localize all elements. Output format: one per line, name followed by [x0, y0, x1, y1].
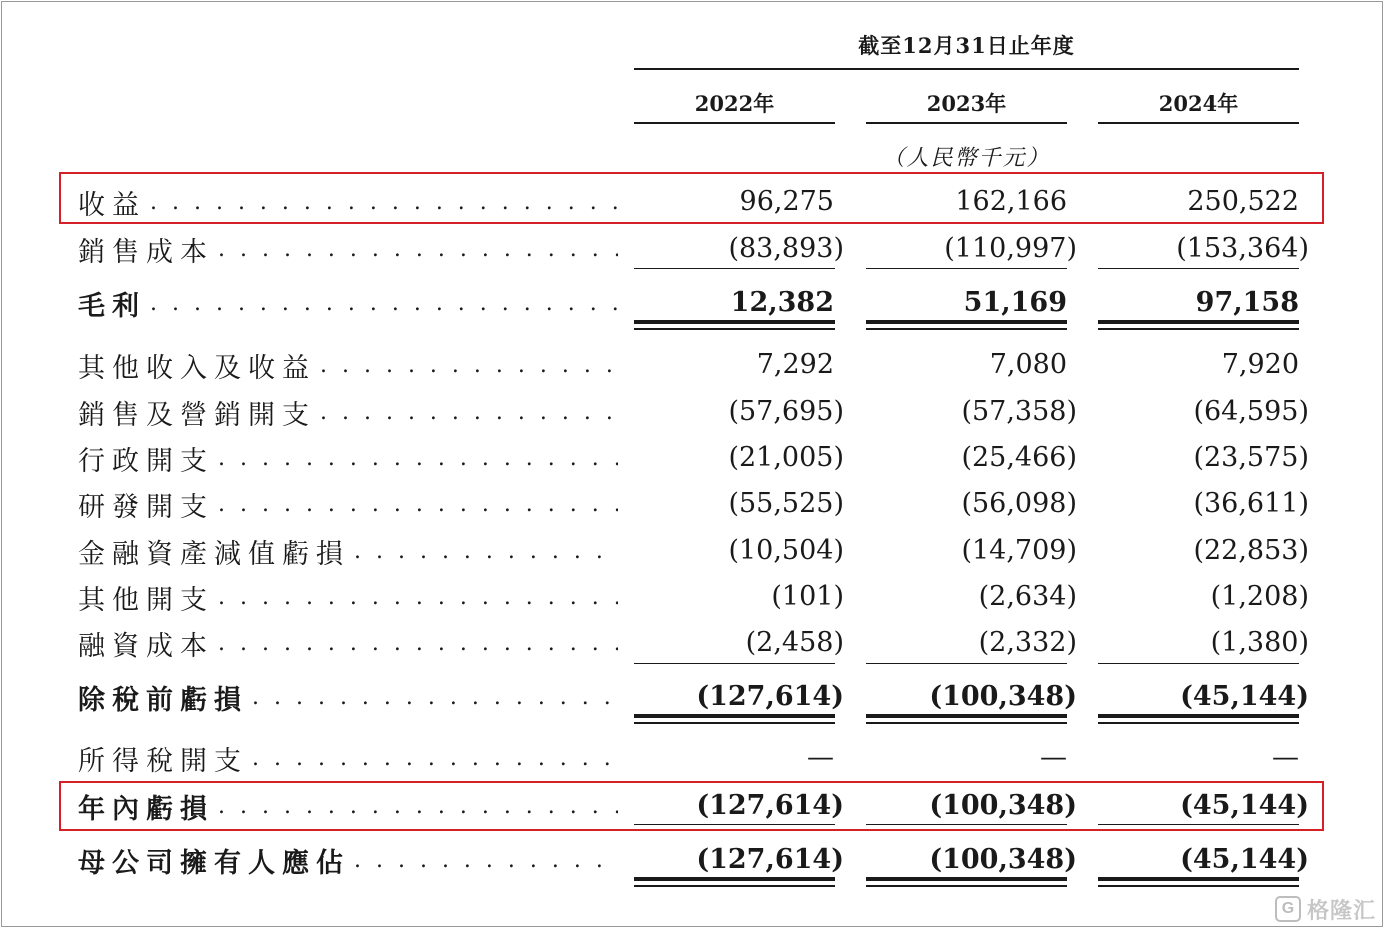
dot-leader [218, 492, 618, 517]
cell-loss-before-tax-2024: (45,144) [1180, 681, 1309, 712]
cell-selling-expenses-2022: (57,695) [728, 396, 844, 427]
dot-leader [320, 400, 618, 425]
subtotal-rule [866, 268, 1067, 269]
subtotal-rule [1098, 663, 1299, 664]
dot-leader [218, 631, 618, 656]
row-label-finance-costs: 融資成本 . . . [78, 625, 618, 661]
cell-cost-of-sales-2024: (153,364) [1176, 233, 1309, 264]
year-underline [1098, 122, 1299, 124]
row-label-loss-for-year: 年內虧損 . . . [78, 788, 618, 824]
dot-leader [354, 848, 618, 873]
cell-gross-profit-2024: 97,158 [1195, 287, 1299, 318]
dot-leader [354, 539, 618, 564]
cell-loss-for-year-2024: (45,144) [1180, 790, 1309, 821]
cell-impairment-loss-2023: (14,709) [961, 535, 1077, 566]
cell-cost-of-sales-2023: (110,997) [944, 233, 1077, 264]
year-header-2024: 2024年 [1158, 91, 1239, 116]
cell-loss-for-year-2022: (127,614) [696, 790, 844, 821]
row-label-revenue: 收益 . . . [78, 184, 618, 220]
cell-income-tax-2023: — [1040, 742, 1067, 773]
total-double-rule [634, 320, 835, 328]
cell-impairment-loss-2024: (22,853) [1193, 535, 1309, 566]
cell-admin-expenses-2022: (21,005) [728, 442, 844, 473]
total-double-rule [1098, 877, 1299, 885]
cell-other-income-2022: 7,292 [756, 349, 834, 380]
subtotal-rule [634, 268, 835, 269]
cell-finance-costs-2022: (2,458) [745, 627, 844, 658]
cell-rnd-expenses-2023: (56,098) [961, 488, 1077, 519]
dot-leader [320, 353, 618, 378]
cell-finance-costs-2024: (1,380) [1210, 627, 1309, 658]
cell-selling-expenses-2024: (64,595) [1193, 396, 1309, 427]
watermark [1275, 894, 1376, 924]
total-double-rule [1098, 320, 1299, 328]
dot-leader [218, 585, 618, 610]
row-label-loss-before-tax: 除稅前虧損 . . . [78, 679, 618, 715]
cell-other-expenses-2022: (101) [771, 581, 844, 612]
cell-other-expenses-2024: (1,208) [1210, 581, 1309, 612]
cell-other-expenses-2023: (2,634) [978, 581, 1077, 612]
cell-revenue-2023: 162,166 [955, 186, 1067, 217]
cell-rnd-expenses-2022: (55,525) [728, 488, 844, 519]
cell-attributable-2023: (100,348) [929, 844, 1077, 875]
gelonghui-logo-icon: G [1275, 896, 1301, 922]
period-header: 截至12月31日止年度 [858, 33, 1075, 58]
cell-gross-profit-2023: 51,169 [963, 287, 1067, 318]
cell-admin-expenses-2024: (23,575) [1193, 442, 1309, 473]
cell-income-tax-2022: — [807, 742, 834, 773]
row-label-income-tax: 所得稅開支 . . . [78, 740, 618, 776]
cell-selling-expenses-2023: (57,358) [961, 396, 1077, 427]
total-double-rule [634, 714, 835, 722]
row-label-rnd-expenses: 研發開支 . . . [78, 486, 618, 522]
cell-cost-of-sales-2022: (83,893) [728, 233, 844, 264]
cell-attributable-2022: (127,614) [696, 844, 844, 875]
cell-revenue-2024: 250,522 [1187, 186, 1299, 217]
total-double-rule [634, 877, 835, 885]
dot-leader [218, 237, 618, 262]
cell-rnd-expenses-2024: (36,611) [1193, 488, 1309, 519]
cell-loss-before-tax-2023: (100,348) [929, 681, 1077, 712]
watermark-text: 格隆汇 [1306, 897, 1376, 923]
period-underline [634, 68, 1299, 70]
cell-other-income-2023: 7,080 [989, 349, 1067, 380]
cell-finance-costs-2023: (2,332) [978, 627, 1077, 658]
total-double-rule [1098, 714, 1299, 722]
year-underline [866, 122, 1067, 124]
cell-admin-expenses-2023: (25,466) [961, 442, 1077, 473]
cell-income-tax-2024: — [1272, 742, 1299, 773]
cell-loss-for-year-2023: (100,348) [929, 790, 1077, 821]
row-label-impairment-loss: 金融資產減值虧損 . . . [78, 533, 618, 569]
total-double-rule [866, 320, 1067, 328]
cell-loss-before-tax-2022: (127,614) [696, 681, 844, 712]
highlight-box-loss-for-year [59, 781, 1324, 831]
cell-impairment-loss-2022: (10,504) [728, 535, 844, 566]
year-header-2023: 2023年 [926, 91, 1007, 116]
total-double-rule [866, 877, 1067, 885]
year-underline [634, 122, 835, 124]
row-label-cost-of-sales: 銷售成本 . . . [78, 231, 618, 267]
subtotal-rule [866, 663, 1067, 664]
subtotal-rule [634, 663, 835, 664]
row-label-attributable-to-owners: 母公司擁有人應佔 . . . [78, 842, 618, 878]
year-header-2022: 2022年 [694, 91, 775, 116]
highlight-box-revenue [59, 172, 1324, 224]
dot-leader [150, 291, 618, 316]
cell-attributable-2024: (45,144) [1180, 844, 1309, 875]
cell-revenue-2022: 96,275 [739, 186, 834, 217]
row-label-gross-profit: 毛利 . . . [78, 285, 618, 321]
unit-label: （人民幣千元） [882, 146, 1051, 171]
row-label-other-income: 其他收入及收益 . . . [78, 347, 618, 383]
row-label-other-expenses: 其他開支 . . . [78, 579, 618, 615]
subtotal-rule [1098, 268, 1299, 269]
cell-gross-profit-2022: 12,382 [730, 287, 834, 318]
row-label-selling-expenses: 銷售及營銷開支 . . . [78, 394, 618, 430]
cell-other-income-2024: 7,920 [1221, 349, 1299, 380]
dot-leader [252, 685, 618, 710]
dot-leader [252, 746, 618, 771]
total-double-rule [866, 714, 1067, 722]
dot-leader [218, 446, 618, 471]
row-label-admin-expenses: 行政開支 . . . [78, 440, 618, 476]
